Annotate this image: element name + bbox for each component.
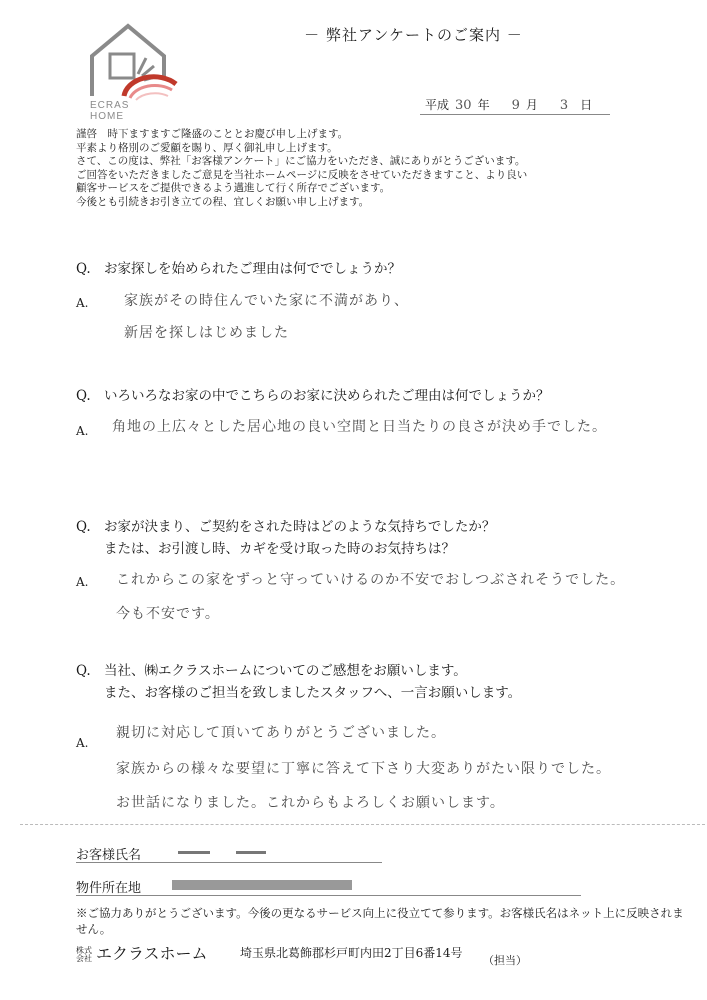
answer-3 (76, 572, 676, 635)
q-mark: Q. (76, 261, 91, 277)
date-month: 9 (511, 98, 520, 113)
answer-1 (76, 293, 676, 356)
a-mark: A. (76, 296, 89, 310)
footer-note: ※ご協力ありがとうございます。今後の更なるサービス向上に役立てて参ります。お客様氏名はネット上に反映されません。 (76, 906, 684, 936)
intro-line: さて、この度は、弊社「お客様アンケート」にご協力をいただき、誠にありがとうございます。 (76, 155, 526, 167)
answer-2 (76, 419, 676, 454)
answer-line: 家族からの様々な要望に丁寧に答えて下さり大変ありがたい限りでした。 (116, 761, 611, 777)
answer-line: お世話になりました。これからもよろしくお願いします。 (116, 795, 505, 811)
section-divider (20, 824, 707, 825)
company-name-text: エクラスホーム (96, 944, 208, 963)
date-underline (420, 114, 610, 115)
property-location-label: 物件所在地 (76, 881, 142, 896)
answer-line: 家族がその時住んでいた家に不満があり、 (124, 293, 409, 309)
question-text: いろいろなお家の中でこちらのお家に決められたご理由は何でしょうか？ (104, 388, 550, 404)
a-mark: A. (76, 424, 89, 438)
svg-text:HOME: HOME (90, 111, 124, 122)
svg-text:ECRAS: ECRAS (90, 100, 130, 111)
answer-line: 新居を探しはじめました (124, 325, 289, 341)
date-day-unit: 日 (580, 98, 593, 112)
intro-line: 顧客サービスをご提供できるよう邁進して行く所存でございます。 (76, 182, 391, 194)
redacted-name-mark (178, 851, 210, 854)
redacted-name-mark (236, 851, 266, 854)
intro-line: 今後とも引続きお引き立ての程、宜しくお願い申し上げます。 (76, 195, 370, 208)
q-mark: Q. (76, 519, 91, 535)
customer-name-label: お客様氏名 (76, 848, 142, 863)
redacted-address-mark (172, 880, 352, 890)
date-month-unit: 月 (525, 98, 538, 112)
a-mark: A. (76, 575, 89, 589)
answer-line: 今も不安です。 (116, 606, 220, 622)
question-text: また、お客様のご担当を致しましたスタッフへ、一言お願いします。 (104, 685, 522, 701)
answer-line: 親切に対応して頂いてありがとうございました。 (116, 725, 446, 741)
company-prefix-line: 株式 (76, 945, 92, 955)
date-year: 30 (455, 98, 472, 113)
company-name (76, 941, 208, 964)
date-era: 平成 (425, 98, 450, 112)
date-year-unit: 年 (477, 98, 490, 112)
survey-date (425, 96, 592, 113)
company-address: 埼玉県北葛飾郡杉戸町内田2丁目6番14号 (240, 946, 463, 960)
intro-line: ご回答をいただきましたご意見を当社ホームページに反映をさせていただきますこと、より良い (76, 168, 528, 181)
intro-line: 謹啓 時下ますますご隆盛のこととお慶び申し上げます。 (76, 128, 349, 140)
intro-line: 平素より格別のご愛顧を賜り、厚く御礼申し上げます。 (76, 141, 338, 154)
question-text: お家探しを始められたご理由は何ででしょうか？ (104, 261, 401, 277)
company-prefix (76, 947, 92, 963)
customer-name-underline (76, 862, 382, 863)
question-text: お家が決まり、ご契約をされた時はどのような気持ちでしたか？ (104, 519, 496, 535)
a-mark: A. (76, 736, 89, 750)
intro-greeting (76, 128, 676, 209)
q-mark: Q. (76, 388, 91, 404)
q-mark: Q. (76, 663, 91, 679)
answer-line: これからこの家をずっと守っていけるのか不安でおしつぶされそうでした。 (116, 572, 626, 588)
property-location-underline (76, 895, 581, 896)
date-day: 3 (559, 98, 569, 113)
question-4 (76, 660, 521, 704)
page-title: － 弊社アンケートのご案内 － (304, 26, 523, 44)
question-text: または、お引渡し時、カギを受け取った時のお気持ちは？ (104, 541, 455, 557)
answer-line: 角地の上広々とした居心地の良い空間と日当たりの良さが決め手でした。 (112, 419, 607, 435)
question-2 (76, 385, 550, 407)
staff-label: （担当） (483, 954, 527, 967)
answer-4 (76, 725, 676, 816)
company-prefix-line: 会社 (76, 953, 92, 963)
question-3 (76, 516, 495, 560)
question-text: 当社、㈱エクラスホームについてのご感想をお願いします。 (104, 663, 467, 679)
question-1 (76, 258, 401, 280)
